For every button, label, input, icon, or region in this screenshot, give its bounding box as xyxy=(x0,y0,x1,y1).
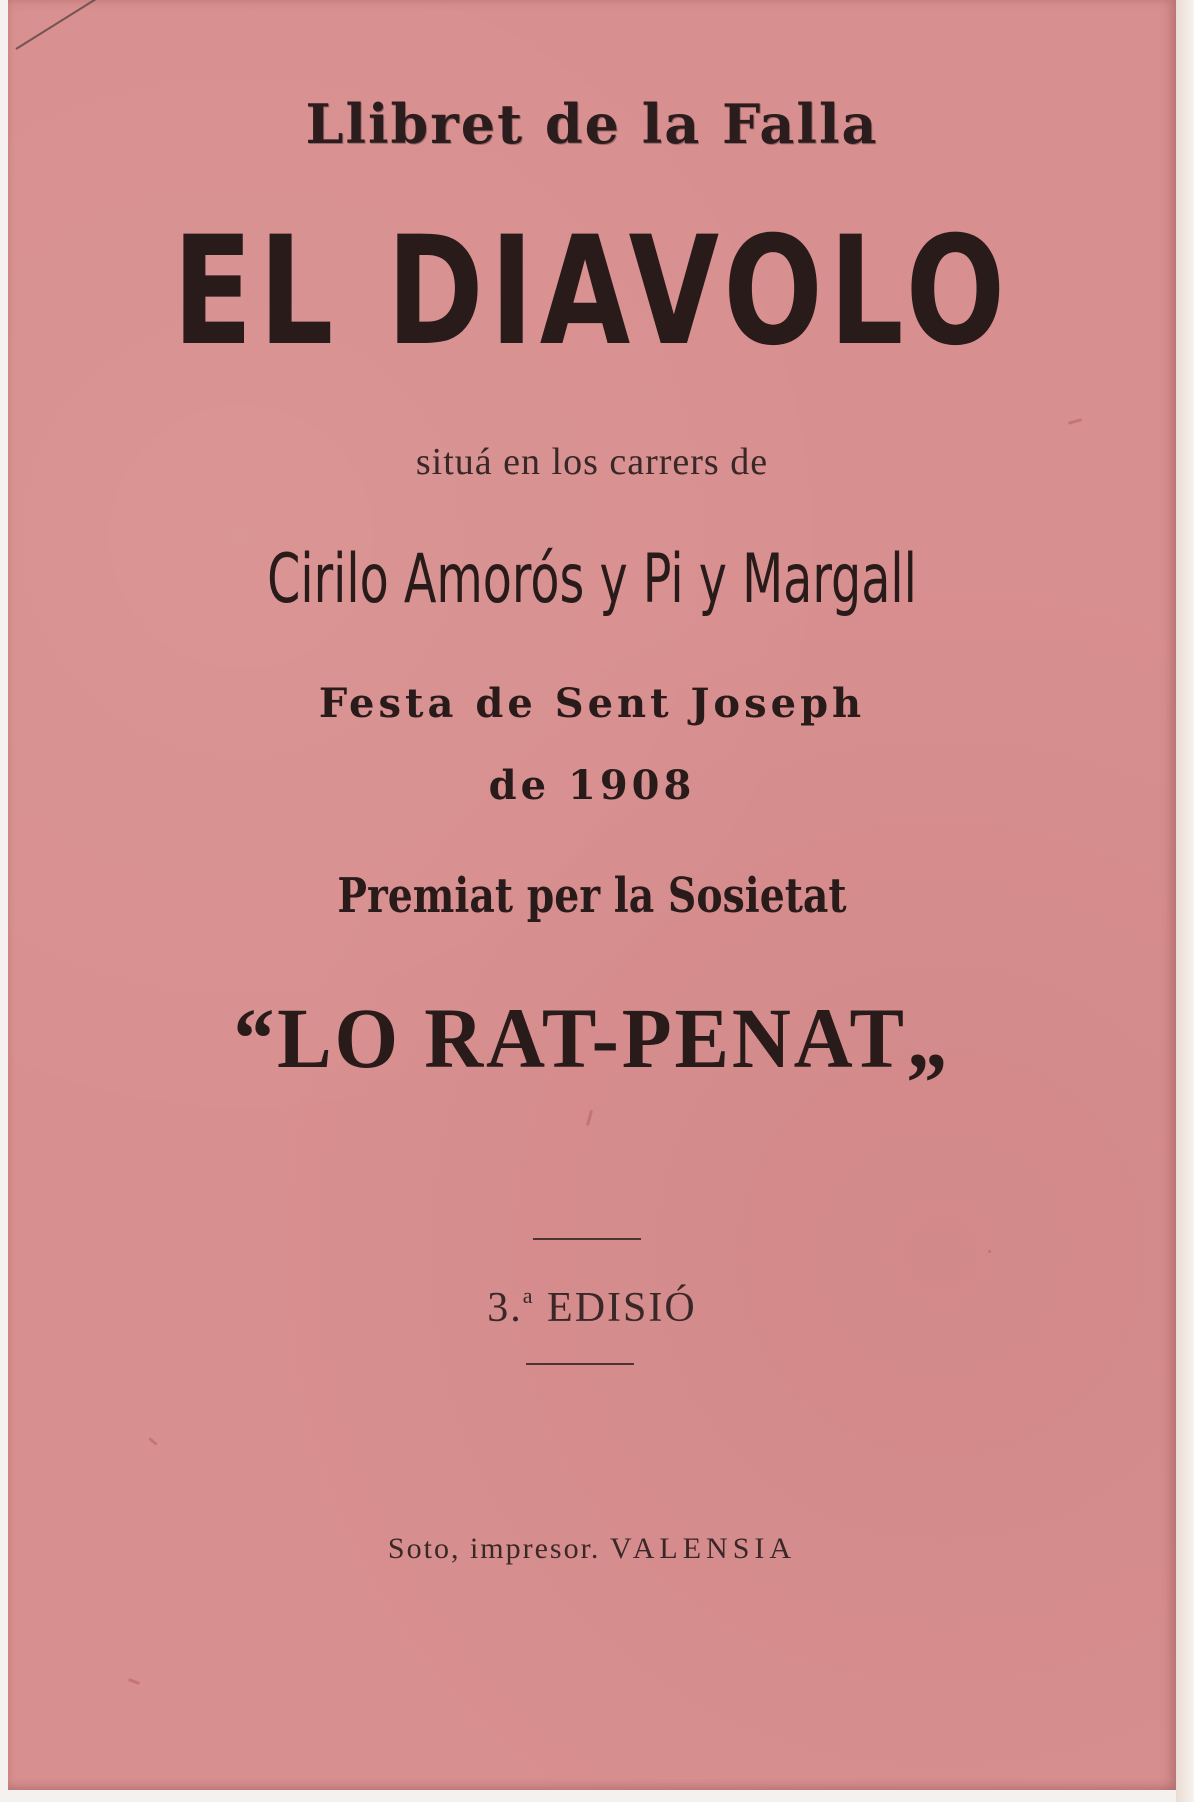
paper-fleck xyxy=(148,1437,158,1446)
printer-name: Soto, impresor. xyxy=(387,1532,601,1565)
printer-imprint xyxy=(8,1532,1176,1566)
paper-fleck xyxy=(128,1678,140,1685)
edition-number: 3. xyxy=(487,1285,523,1331)
festival-year: de 1908 xyxy=(488,762,696,809)
award-line: Premiat per la Sosietat xyxy=(337,868,847,924)
paper-fleck xyxy=(988,1250,991,1253)
festival-name: Festa de Sent Joseph xyxy=(318,680,866,727)
pen-stroke-mark xyxy=(15,0,101,50)
divider-rule xyxy=(533,1238,641,1240)
edition-label: EDISIÓ xyxy=(547,1285,697,1331)
paper-fleck xyxy=(586,1110,593,1126)
printer-city: VALENSIA xyxy=(609,1532,797,1565)
paper-edge xyxy=(1176,0,1194,1802)
booklet-title: EL DIAVOLO xyxy=(172,205,1012,379)
street-names: Cirilo Amorós y Pi y Margall xyxy=(267,540,917,619)
location-intro: situá en los carrers de xyxy=(415,441,769,483)
divider-rule xyxy=(526,1363,634,1365)
paper-fleck xyxy=(1068,418,1082,425)
edition-line xyxy=(8,1283,1176,1332)
society-name: “LO RAT-PENAT„ xyxy=(233,990,951,1086)
booklet-subtitle: Llibret de la Falla xyxy=(305,92,879,156)
booklet-cover xyxy=(8,0,1176,1790)
edition-ordinal: a xyxy=(522,1283,535,1308)
